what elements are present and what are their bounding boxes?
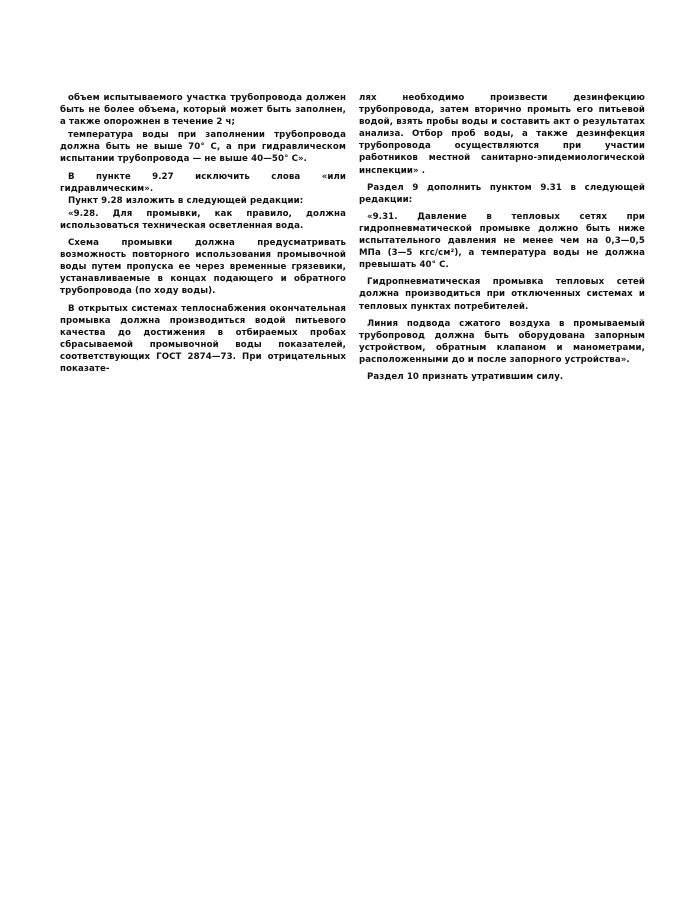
left-paragraph-5: «9.28. Для промывки, как правило, должна использоваться техническая осветленная вода.: [60, 208, 346, 231]
right-column: [359, 92, 645, 388]
left-paragraph-1: объем испытываемого участка трубопровода должен быть не более объема, который может быть заполнен, а также опорожнен в течение 2 ч;: [60, 93, 346, 128]
right-paragraph-1: лях необходимо произвести дезинфекцию трубопровода, затем вторично промыть его питьевой водой, взять пробы воды и составить акт о результатах анализа. Отбор проб воды, а также дезинфекция трубопровода осуществляются при участии работников местной санитарно-эпидемиологической инспекции» .: [359, 93, 645, 176]
left-paragraph-6: Схема промывки должна предусматривать возможность повторного использования промывочной воды путем пропуска ее через временные грязевики, устанавливаемые в концах подающего и обратного трубопровода (по ходу воды).: [60, 238, 346, 297]
left-paragraph-7: В открытых системах теплоснабжения окончательная промывка должна производиться водой питьевого качества до достижения в отбираемых пробах сбрасываемой промывочной воды показателей, соответствующих ГОСТ 2874—73. При отрицательных показате-: [60, 303, 346, 374]
right-paragraph-3: «9.31. Давление в тепловых сетях при гидропневматической промывке должно быть ниже испытательного давления не менее чем на 0,3—0,5 МПа (3—5 кгс/см²), а температура воды не должна превышать 40° С.: [359, 211, 645, 271]
right-paragraph-4: Гидропневматическая промывка тепловых сетей должна производиться при отключенных системах и тепловых пунктах потребителей.: [359, 277, 645, 312]
left-paragraph-3: В пункте 9.27 исключить слова «или гидравлическим».: [60, 171, 346, 194]
right-paragraph-6: Раздел 10 признать утратившим силу.: [367, 371, 564, 382]
right-paragraph-5: Линия подвода сжатого воздуха в промываемый трубопровод должна быть оборудована запорным устройством, обратным клапаном и манометрами, расположенными до и после запорного устройства».: [359, 318, 645, 365]
left-paragraph-2: температура воды при заполнении трубопровода должна быть не выше 70° С, а при гидравлическом испытании трубопровода — не выше 40—50° С».: [60, 130, 346, 165]
right-paragraph-2: Раздел 9 дополнить пунктом 9.31 в следующей редакции:: [359, 182, 645, 205]
left-paragraph-4: Пункт 9.28 изложить в следующей редакции:: [68, 195, 304, 206]
left-column: [60, 92, 346, 375]
